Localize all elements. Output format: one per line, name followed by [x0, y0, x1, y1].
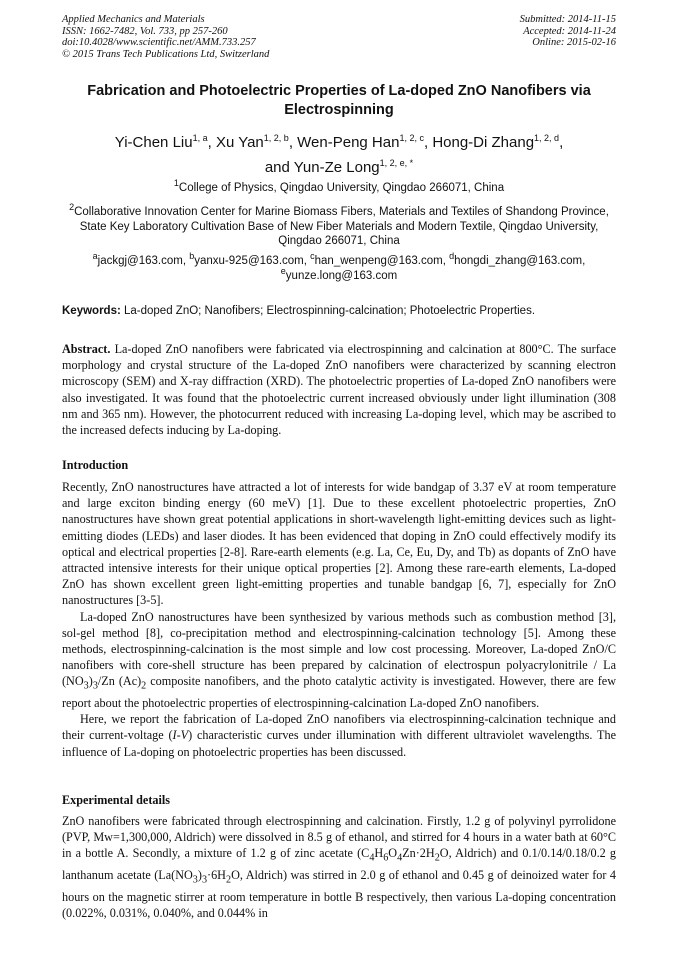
text-run: O, Aldrich) was stirred in 2.0 g of ethanol and 0.45 g of deinoized water for 4 hours on the magnetic stirrer at room temperature in bottle B respectively, then various La-doping concentration (0.022%, 0.031%, 0.040%, and 0.044% in	[62, 868, 616, 920]
journal-doi: doi:10.4028/www.scientific.net/AMM.733.257	[62, 37, 256, 48]
subscript: 2	[434, 852, 440, 864]
email-sup: d	[449, 251, 455, 262]
keywords	[62, 304, 616, 318]
text-run-italic: I-V	[172, 728, 189, 743]
text-run: /Zn (Ac)	[97, 674, 142, 689]
affiliation-sup: 1	[173, 178, 179, 189]
email-link[interactable]: yanxu-925@163.com	[194, 255, 304, 267]
text-run: O	[388, 846, 398, 861]
subscript: 2	[141, 680, 147, 692]
paper-title: Fabrication and Photoelectric Properties of La-doped ZnO Nanofibers via Electrospinning	[87, 83, 591, 118]
text-run: ) characteristic curves under illumination with different ultraviolet wavelengths. The influence of La-doping on photoelectric properties has been discussed.	[62, 728, 616, 759]
subscript: 2	[225, 874, 232, 886]
journal-copyright: © 2015 Trans Tech Publications Ltd, Switzerland	[62, 48, 270, 60]
author-name: Wen-Peng Han	[297, 134, 400, 151]
author-list: Yi-Chen Liu$^{1, a}$, Xu Yan$^{1, 2, b}$, Wen-Peng Han$^{1, 2, c}$, Hong-Di Zhang$^{1, 2, d}$, and Yun-Ze Long$^{1, 2, e, *}$	[114, 133, 564, 176]
author-sup: 1, a	[192, 133, 208, 143]
email-sup: c	[310, 251, 315, 262]
journal-info	[62, 14, 269, 60]
abstract-text: La-doped ZnO nanofibers were fabricated via electrospinning and calcination at 800°C. The surface morphology and crystal structure of the La-doped ZnO nanofibers were characterized by scanning electron microscopy (SEM) and X-ray diffraction (XRD). The photoelectric properties of La-doped ZnO nanofibers were also investigated. It was found that the photoelectric current increased obviously under light illumination (308 nm and 365 nm). However, the photocurrent reduced with increasing La-doping level, which may be ascribed to the increased defects inducing by La-doping.	[62, 342, 616, 438]
accepted-date: Accepted: 2014-11-24	[523, 25, 616, 37]
online-date: Online: 2015-02-16	[532, 37, 616, 48]
subscript: 4	[369, 852, 375, 864]
journal-name: Applied Mechanics and Materials	[62, 14, 205, 25]
email-sup: a	[92, 251, 98, 262]
submission-dates	[520, 14, 616, 49]
author-sup: 1, 2, d	[534, 133, 560, 143]
introduction-body	[62, 479, 616, 760]
text-run: )	[88, 674, 93, 689]
abstract-label: Abstract.	[62, 342, 111, 356]
section-heading-experimental: Experimental details	[62, 793, 170, 807]
subscript: 3	[92, 680, 98, 692]
author-sup: 1, 2, c	[399, 133, 424, 143]
email-sup: b	[189, 251, 195, 262]
text-run: composite nanofibers, and the photo catalytic activity is investigated. However, there are few report about the photoelectric properties of electrospinning-calcination La-doped ZnO nanofibers.	[62, 674, 616, 711]
affiliation-1	[62, 178, 616, 196]
author-sup: 1, 2, e, *	[379, 158, 414, 168]
subscript: 3	[192, 874, 198, 886]
affiliation-2	[62, 202, 616, 249]
introduction-paragraph-3	[62, 711, 616, 760]
subscript: 6	[383, 852, 389, 864]
text-run: H	[374, 846, 384, 861]
affiliation-text: College of Physics, Qingdao University, Qingdao 266071, China	[178, 182, 505, 194]
affiliation-text: Collaborative Innovation Center for Marine Biomass Fibers, Materials and Textiles of Shandong Province, State Key Laboratory Cultivation Base of New Fiber Materials and Modern Textile, Qingdao University, Qingdao 266071, China	[74, 206, 609, 247]
affiliation-sup: 2	[69, 202, 75, 213]
author-sup: 1, 2, b	[263, 133, 289, 143]
section-heading-introduction: Introduction	[62, 458, 129, 472]
email-link[interactable]: yunze.long@163.com	[285, 269, 398, 282]
introduction-paragraph-2	[62, 609, 616, 712]
abstract	[62, 341, 616, 438]
text-run: Zn·2H	[402, 846, 435, 861]
subscript: 3	[83, 680, 89, 692]
email-link[interactable]: hongdi_zhang@163.com	[454, 255, 583, 267]
email-sup: e	[280, 265, 286, 276]
author-name: Hong-Di Zhang	[432, 134, 535, 151]
introduction-paragraph-1: Recently, ZnO nanostructures have attracted a lot of interests for wide bandgap of 3.37 eV at room temperature and large exciton binding energy (60 meV) [1]. Due to these excellent photoelectric properties, ZnO nanostructures have shown great potential applications in short-wavelength light-emitting devices such as light-emitting diodes (LEDs) and laser diodes. It has been evidenced that doping in ZnO could effectively modify its optical and electrical properties [2-8]. Rare-earth elements (e.g. La, Ce, Eu, Dy, and Tb) as dopants of ZnO have attracted intensive interests for their unique optical properties [2]. Among these rare-earth elements, La-doped ZnO has shown excellent green light-emitting properties and tunable bandgap [6, 7], especially for ZnO nanostructures [3-5].	[62, 480, 616, 608]
submitted-date: Submitted: 2014-11-15	[519, 14, 616, 25]
email-list: $^a$jackgj@163.com, $^b$yanxu-925@163.com, $^c$han_wenpeng@163.com, $^d$hongdi_zhang@163.com, $^e$yunze.long@163.com	[92, 251, 586, 282]
text-run: O, Aldrich) and 0.1/0.14/0.18/0.2 g lanthanum acetate (La(NO	[62, 846, 617, 883]
keywords-label: Keywords:	[62, 305, 121, 317]
keywords-text: La-doped ZnO; Nanofibers; Electrospinning-calcination; Photoelectric Properties.	[124, 305, 536, 317]
email-link[interactable]: jackgj@163.com	[97, 255, 183, 267]
subscript: 3	[201, 874, 208, 886]
author-name: Yun-Ze Long	[293, 159, 380, 176]
experimental-paragraph-1	[62, 813, 616, 921]
author-name: Yi-Chen Liu	[114, 134, 193, 151]
text-run: ·6H	[207, 868, 226, 883]
subscript: 4	[397, 852, 403, 864]
experimental-body	[62, 813, 616, 921]
email-link[interactable]: han_wenpeng@163.com	[314, 255, 443, 267]
text-run: )	[197, 868, 202, 883]
text-run: Here, we report the fabrication of La-doped ZnO nanofibers via electrospinning-calcination technique and their current-voltage (	[62, 712, 616, 743]
journal-issn: ISSN: 1662-7482, Vol. 733, pp 257-260	[62, 25, 228, 37]
author-name: Xu Yan	[215, 134, 264, 151]
text-run: La-doped ZnO nanostructures have been synthesized by various methods such as combustion method [3], sol-gel method [8], co-precipitation method and electrospinning-calcination technology [5]. Among these methods, electrospinning-calcination is the most simple and low cost processing. Moreover, La-doped ZnO/C nanofibers with core-shell structure has been prepared by calcination of electrospun polyacrylonitrile / La (NO	[62, 609, 616, 689]
text-run: ZnO nanofibers were fabricated through electrospinning and calcination. Firstly, 1.2 g of polyvinyl pyrrolidone (PVP, Mw=1,300,000, Aldrich) were dissolved in 8.5 g of ethanol, and stirred for 4 hours in a water bath at 60°C in a bottle A. Secondly, a mixture of 1.2 g of zinc acetate (C	[62, 814, 616, 861]
